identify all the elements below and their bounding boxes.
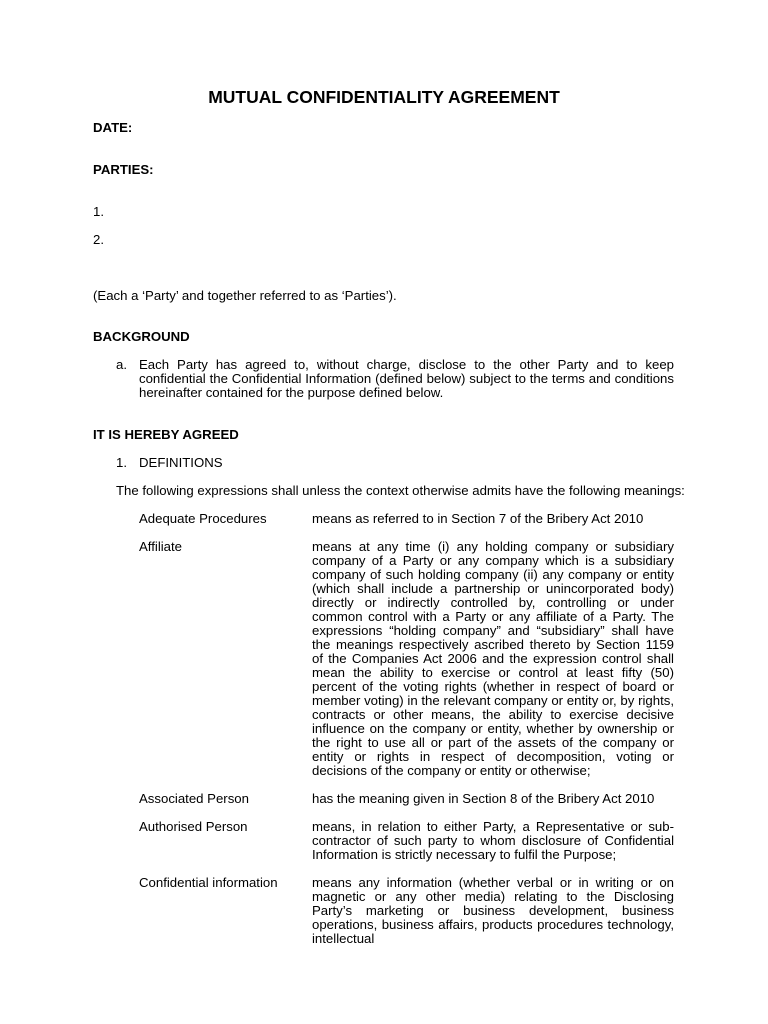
parties-note: (Each a ‘Party’ and together referred to as ‘Parties’). (93, 288, 397, 303)
definition-term: Associated Person (139, 791, 249, 806)
document-title: MUTUAL CONFIDENTIALITY AGREEMENT (208, 87, 560, 107)
party-number-2: 2. (93, 232, 104, 247)
background-heading: BACKGROUND (93, 329, 190, 344)
definition-meaning: means as referred to in Section 7 of the Bribery Act 2010 (312, 511, 644, 526)
section-1-title: DEFINITIONS (139, 455, 223, 470)
agreed-heading: IT IS HEREBY AGREED (93, 427, 239, 442)
definition-term: Confidential information (139, 875, 278, 890)
definition-term: Authorised Person (139, 819, 248, 834)
background-item-text: Each Party has agreed to, without charge, disclose to the other Party and to keep confidential the Confidential Information (defined below) subject to the terms and conditions hereinafter contained for the purpose defined below. (139, 357, 674, 400)
section-1-number: 1. (116, 455, 127, 470)
party-number-1: 1. (93, 204, 104, 219)
background-item-marker: a. (116, 357, 127, 372)
definition-meaning: means at any time (i) any holding company or subsidiary company of a Party or any company which is a subsidiary company of such holding company (ii) any company or entity (which shall include a partnership or unincorporated body) directly or indirectly controlled by, controlling or under common control with a Party or any affiliate of a Party. The expressions “holding company” and “subsidiary” shall have the meanings respectively ascribed thereto by Section 1159 of the Companies Act 2006 and the expression control shall mean the ability to exercise or control at least fifty (50) percent of the voting rights (whether in respect of board or member voting) in the relevant company or entity or, by rights, contracts or other means, the ability to exercise decisive influence on the company or entity, whether by ownership or the right to use all or part of the assets of the company or entity or rights in respect of decomposition, voting or decisions of the company or entity or otherwise; (312, 539, 674, 778)
definitions-intro: The following expressions shall unless the context otherwise admits have the following meanings: (116, 483, 685, 498)
parties-label: PARTIES: (93, 162, 154, 177)
date-label: DATE: (93, 120, 133, 135)
definition-meaning: has the meaning given in Section 8 of the Bribery Act 2010 (312, 791, 655, 806)
definition-term: Affiliate (139, 539, 183, 554)
definition-meaning: means, in relation to either Party, a Representative or sub-contractor of such party to whom disclosure of Confidential Information is strictly necessary to fulfil the Purpose; (312, 819, 674, 862)
definition-meaning: means any information (whether verbal or in writing or on magnetic or any other media) relating to the Disclosing Party’s marketing or business development, business operations, business affairs, products procedures technology, intellectual (312, 875, 674, 946)
definition-term: Adequate Procedures (139, 511, 267, 526)
